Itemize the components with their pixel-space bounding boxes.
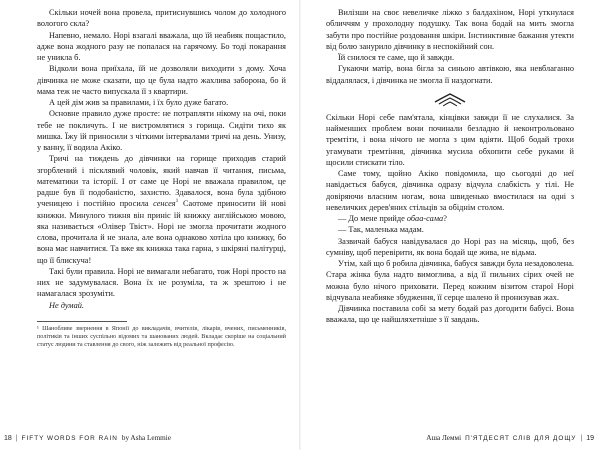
- book-title: FIFTY WORDS FOR RAIN: [21, 434, 118, 442]
- paragraph-text: Тричі на тиждень до дівчинки на горище приходив старий згорблений і пісклявий чоловік, який навчав її читання, письма, математики та історії. І от саме це Норі не вважала правилом, це радше був її подобаністю, захистю. Здавалося, вона була здібною ученицею і постійно просила: [37, 154, 286, 209]
- paragraph: Скільки ночей вона провела, притиснувшись чолом до холодного вологого скла?: [37, 8, 286, 29]
- emphasis: сенсея: [153, 199, 176, 209]
- left-page-footer: [4, 432, 171, 444]
- paragraph: Саме тому, щойно Акіко повідомила, що сьогодні до неї навідається бабуся, дівчинка одразу відчула слабкість у тілі. Не довіряючи власним ногам, вона швиденько вмостилася на одні з невеличких дерев'яних стільців за обіднім столом.: [326, 169, 574, 212]
- page-number: 19: [586, 434, 594, 442]
- paragraph: Такі були правила. Норі не вимагали небагато, тож Норі просто на них не задумувалася. Вона їх не розуміла, та ж зрештою і не намагалася зрозуміти.: [37, 266, 286, 299]
- book-author: Аша Леммі: [426, 434, 462, 442]
- paragraph: А цей дім жив за правилами, і їх було дуже багато.: [49, 98, 229, 107]
- paragraph: Вилізши на своє невеличке ліжко з балдахіном, Норі уткнулася обличчям у прохолодну подушку. Так вона бодай на мить змогла забути про постійне роздовання шкіри. Інстинктивне бажання утекти від болю занурило дівчинку в неспокійний сон.: [326, 8, 574, 51]
- book-author: by Asha Lemmie: [121, 434, 171, 442]
- paragraph: Гукаючи матір, вона бігла за синьою автівкою, яка невблаганно віддалялася, і дівчинка не змогла її наздогнати.: [326, 64, 574, 85]
- footer-separator: |: [580, 434, 583, 442]
- footnote-divider: [37, 321, 127, 322]
- footer-separator: |: [15, 434, 18, 442]
- paragraph: Утім, хай що б робила дівчинка, бабуся завжди була незадоволена. Стара жінка була надто вимоглива, а від її пильних сірих очей не можна було нічого приховати. Перед кожним візитом старої Норі відчувала неабияке збудження, її серце шалено й пронизував жах.: [326, 259, 574, 302]
- right-page: [300, 0, 600, 450]
- paragraph: Відколи вона приїхала, їй не дозволяли виходити з дому. Хоча дівчинка не може сказати, що це була надто жахлива заборона, бо й мама теж не часто випускала її з квартири.: [37, 64, 286, 96]
- emphasis: обаа-сама: [406, 214, 444, 223]
- footnote-marker: 1: [175, 198, 179, 205]
- paragraph: Напевно, немало. Норі взагалі вважала, що їй неабияк пощастило, адже вона жодного разу не попалася на гарячому. Бо тоді покарання не уникла б.: [37, 30, 286, 62]
- dialogue-line: [326, 213, 574, 224]
- book-title: П'ЯТДЕСЯТ СЛІВ ДЛЯ ДОЩУ: [465, 434, 577, 442]
- section-ornament-icon: [326, 88, 574, 110]
- dialogue-text: ?: [443, 214, 447, 223]
- paragraph: [37, 300, 286, 311]
- paragraph: Зазвичай бабуся навідувалася до Норі раз на місяць, щоб, без сумніву, щоб перевірити, як вона бодай ще жива, не відьма.: [326, 236, 574, 257]
- right-page-footer: [426, 432, 594, 444]
- paragraph: [37, 153, 286, 266]
- paragraph: Їй снилося те саме, що й завжди.: [338, 53, 455, 62]
- page-number: 18: [4, 434, 12, 442]
- paragraph: Дівчинка поставила собі за мету бодай раз догодити бабусі. Вона вважала, що це найшляхетніше з її завдань.: [326, 304, 574, 325]
- emphasis: Не думай.: [49, 300, 84, 310]
- paragraph: Основне правило дуже просте: не потрапляти нікому на очі, поки тебе не покличуть. І не вистромлятися з горища. Сидіти тихо як мишка. Їжу їй приносили з чіткими інтервалами тричі на день. Унизу, у ванну, її водила Акіко.: [37, 109, 286, 152]
- paragraph-text: Саотоме приносити їй нові книжки. Минулого тижня він приніс їй книжку англійською мовою, яка називається «Олівер Твіст». Норі не змогла прочитати жодного слова, прочитала й не знала, але вона однаково хотіла цю книжку, бо вона має навчитися. Та вже як книжка така гарна, з шкіряні палітурці, що її блискуча!: [37, 199, 286, 265]
- paragraph: Скільки Норі себе пам'ятала, кінцівки завжди її не слухалися. За найменших проблем вони починали безладно й неконтрольовано тремтіти, і вона нічого не могла з цим вдіяти. Щоб бодай трохи угамувати тремтіння, дівчинка мусила обхопити себе руками й щосили стискати тіло.: [326, 112, 574, 167]
- dialogue-line: — Так, маленька мадам.: [338, 225, 424, 235]
- dialogue-text: — До мене прийде: [338, 214, 407, 223]
- footnote: ¹ Шанобливе звернення в Японії до викладачів, вчителів, лікарів, вчених, письменників, політиків та інших суспільно відомих та шанованих людей. Вкладає скоріше на соціальний статус людини та ставлення до свого, ніж залежить від реальної професію.: [37, 324, 286, 348]
